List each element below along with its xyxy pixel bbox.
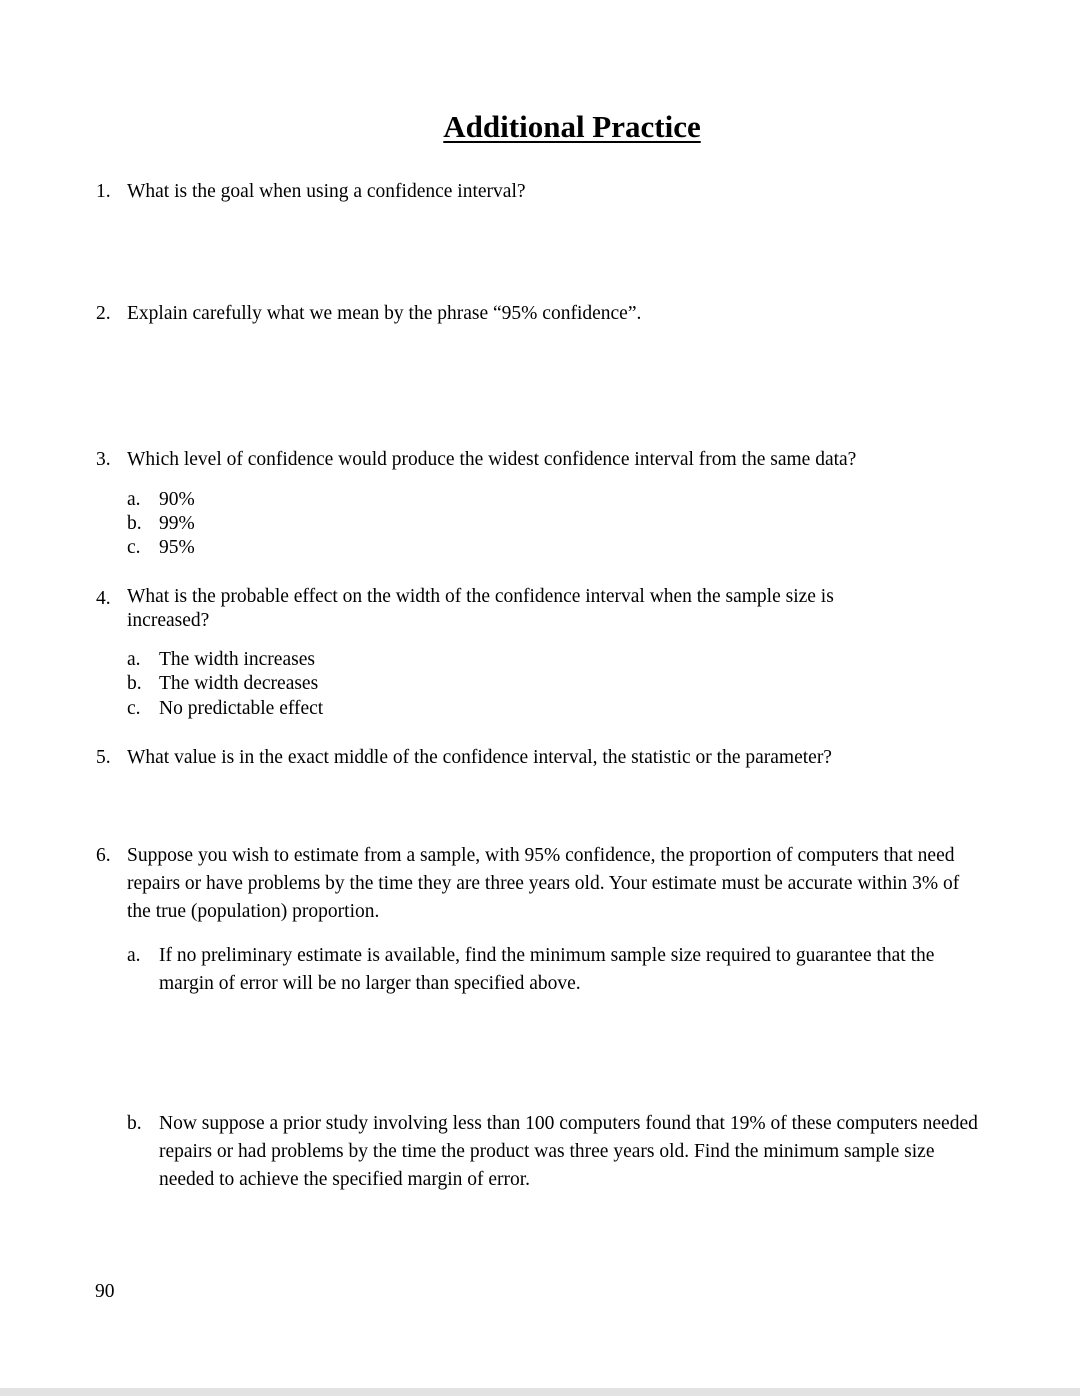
page-number: 90 (95, 1281, 115, 1302)
question-text: What is the probable effect on the width of the confidence interval when the sample size is increased? (127, 586, 834, 631)
page-title: Additional Practice (443, 109, 701, 144)
option-text: No predictable effect (159, 698, 324, 719)
option-text: 90% (159, 489, 195, 510)
question-text: Suppose you wish to estimate from a sample, with 95% confidence, the proportion of computers that need repairs or have problems by the time they are three years old. Your estimate must be accurate within 3% of the true (population) proportion. (127, 845, 960, 922)
subquestion-letter: b. (127, 1113, 142, 1134)
subquestion-text: Now suppose a prior study involving less than 100 computers found that 19% of these computers needed repairs or had problems by the time the product was three years old. Find the minimum sample size needed to achieve the specified margin of error. (159, 1113, 978, 1190)
question-number: 6. (96, 845, 111, 866)
option-text: The width decreases (159, 673, 319, 694)
question-number: 4. (96, 588, 111, 609)
question-text: What is the goal when using a confidence interval? (127, 181, 526, 202)
subquestion-text: If no preliminary estimate is available, find the minimum sample size required to guarantee that the margin of error will be no larger than specified above. (159, 945, 935, 994)
option-letter: a. (127, 489, 141, 510)
question-text: What value is in the exact middle of the confidence interval, the statistic or the parameter? (127, 747, 832, 768)
question-text: Which level of confidence would produce the widest confidence interval from the same data? (127, 449, 857, 470)
option-letter: a. (127, 649, 141, 670)
option-letter: b. (127, 513, 142, 534)
option-letter: c. (127, 537, 141, 558)
option-text: The width increases (159, 649, 315, 670)
option-text: 95% (159, 537, 195, 558)
question-number: 1. (96, 181, 111, 202)
option-letter: c. (127, 698, 141, 719)
option-text: 99% (159, 513, 195, 534)
option-letter: b. (127, 673, 142, 694)
question-number: 5. (96, 747, 111, 768)
viewer-bottom-edge (0, 1388, 1080, 1396)
subquestion-letter: a. (127, 945, 141, 966)
question-number: 2. (96, 303, 111, 324)
question-text: Explain carefully what we mean by the phrase “95% confidence”. (127, 303, 642, 324)
question-number: 3. (96, 449, 111, 470)
